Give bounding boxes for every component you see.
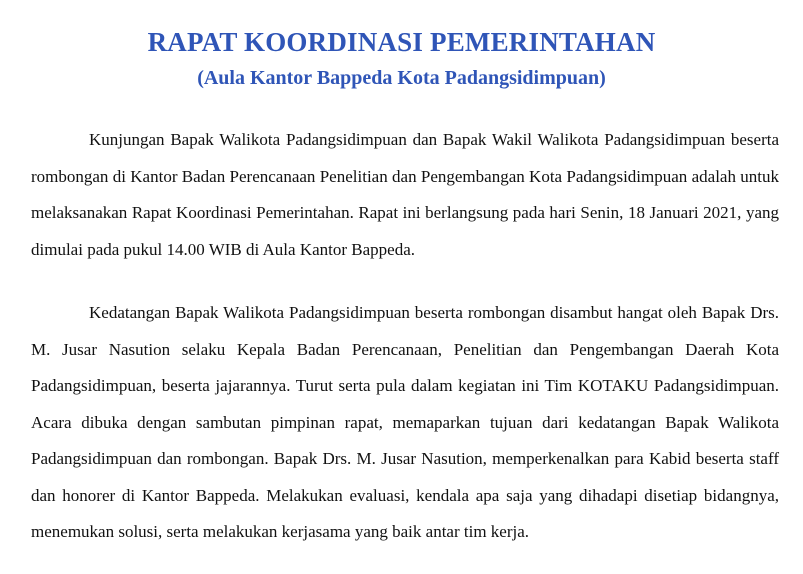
body-paragraph-2: Kedatangan Bapak Walikota Padangsidimpuan beserta rombongan disambut hangat oleh Bapak Drs. M. Jusar Nasution selaku Kepala Badan Perencanaan, Penelitian dan Pengembangan Daerah Kota Padangsidimpuan, beserta jajarannya. Turut serta pula dalam kegiatan ini Tim KOTAKU Padangsidimpuan. Acara dibuka dengan sambutan pimpinan rapat, memaparkan tujuan dari kedatangan Bapak Walikota Padangsidimpuan dan rombongan. Bapak Drs. M. Jusar Nasution, memperkenalkan para Kabid beserta staff dan honorer di Kantor Bappeda. Melakukan evaluasi, kendala apa saja yang dihadapi disetiap bidangnya, menemukan solusi, serta melakukan kerjasama yang baik antar tim kerja. [31, 303, 779, 541]
document-subtitle: (Aula Kantor Bappeda Kota Padangsidimpuan) [197, 67, 606, 89]
body-paragraph-1: Kunjungan Bapak Walikota Padangsidimpuan dan Bapak Wakil Walikota Padangsidimpuan beserta rombongan di Kantor Badan Perencanaan Penelitian dan Pengembangan Kota Padangsidimpuan adalah untuk melaksanakan Rapat Koordinasi Pemerintahan. Rapat ini berlangsung pada hari Senin, 18 Januari 2021, yang dimulai pada pukul 14.00 WIB di Aula Kantor Bappeda. [31, 130, 779, 259]
document-title: RAPAT KOORDINASI PEMERINTAHAN [147, 27, 656, 57]
